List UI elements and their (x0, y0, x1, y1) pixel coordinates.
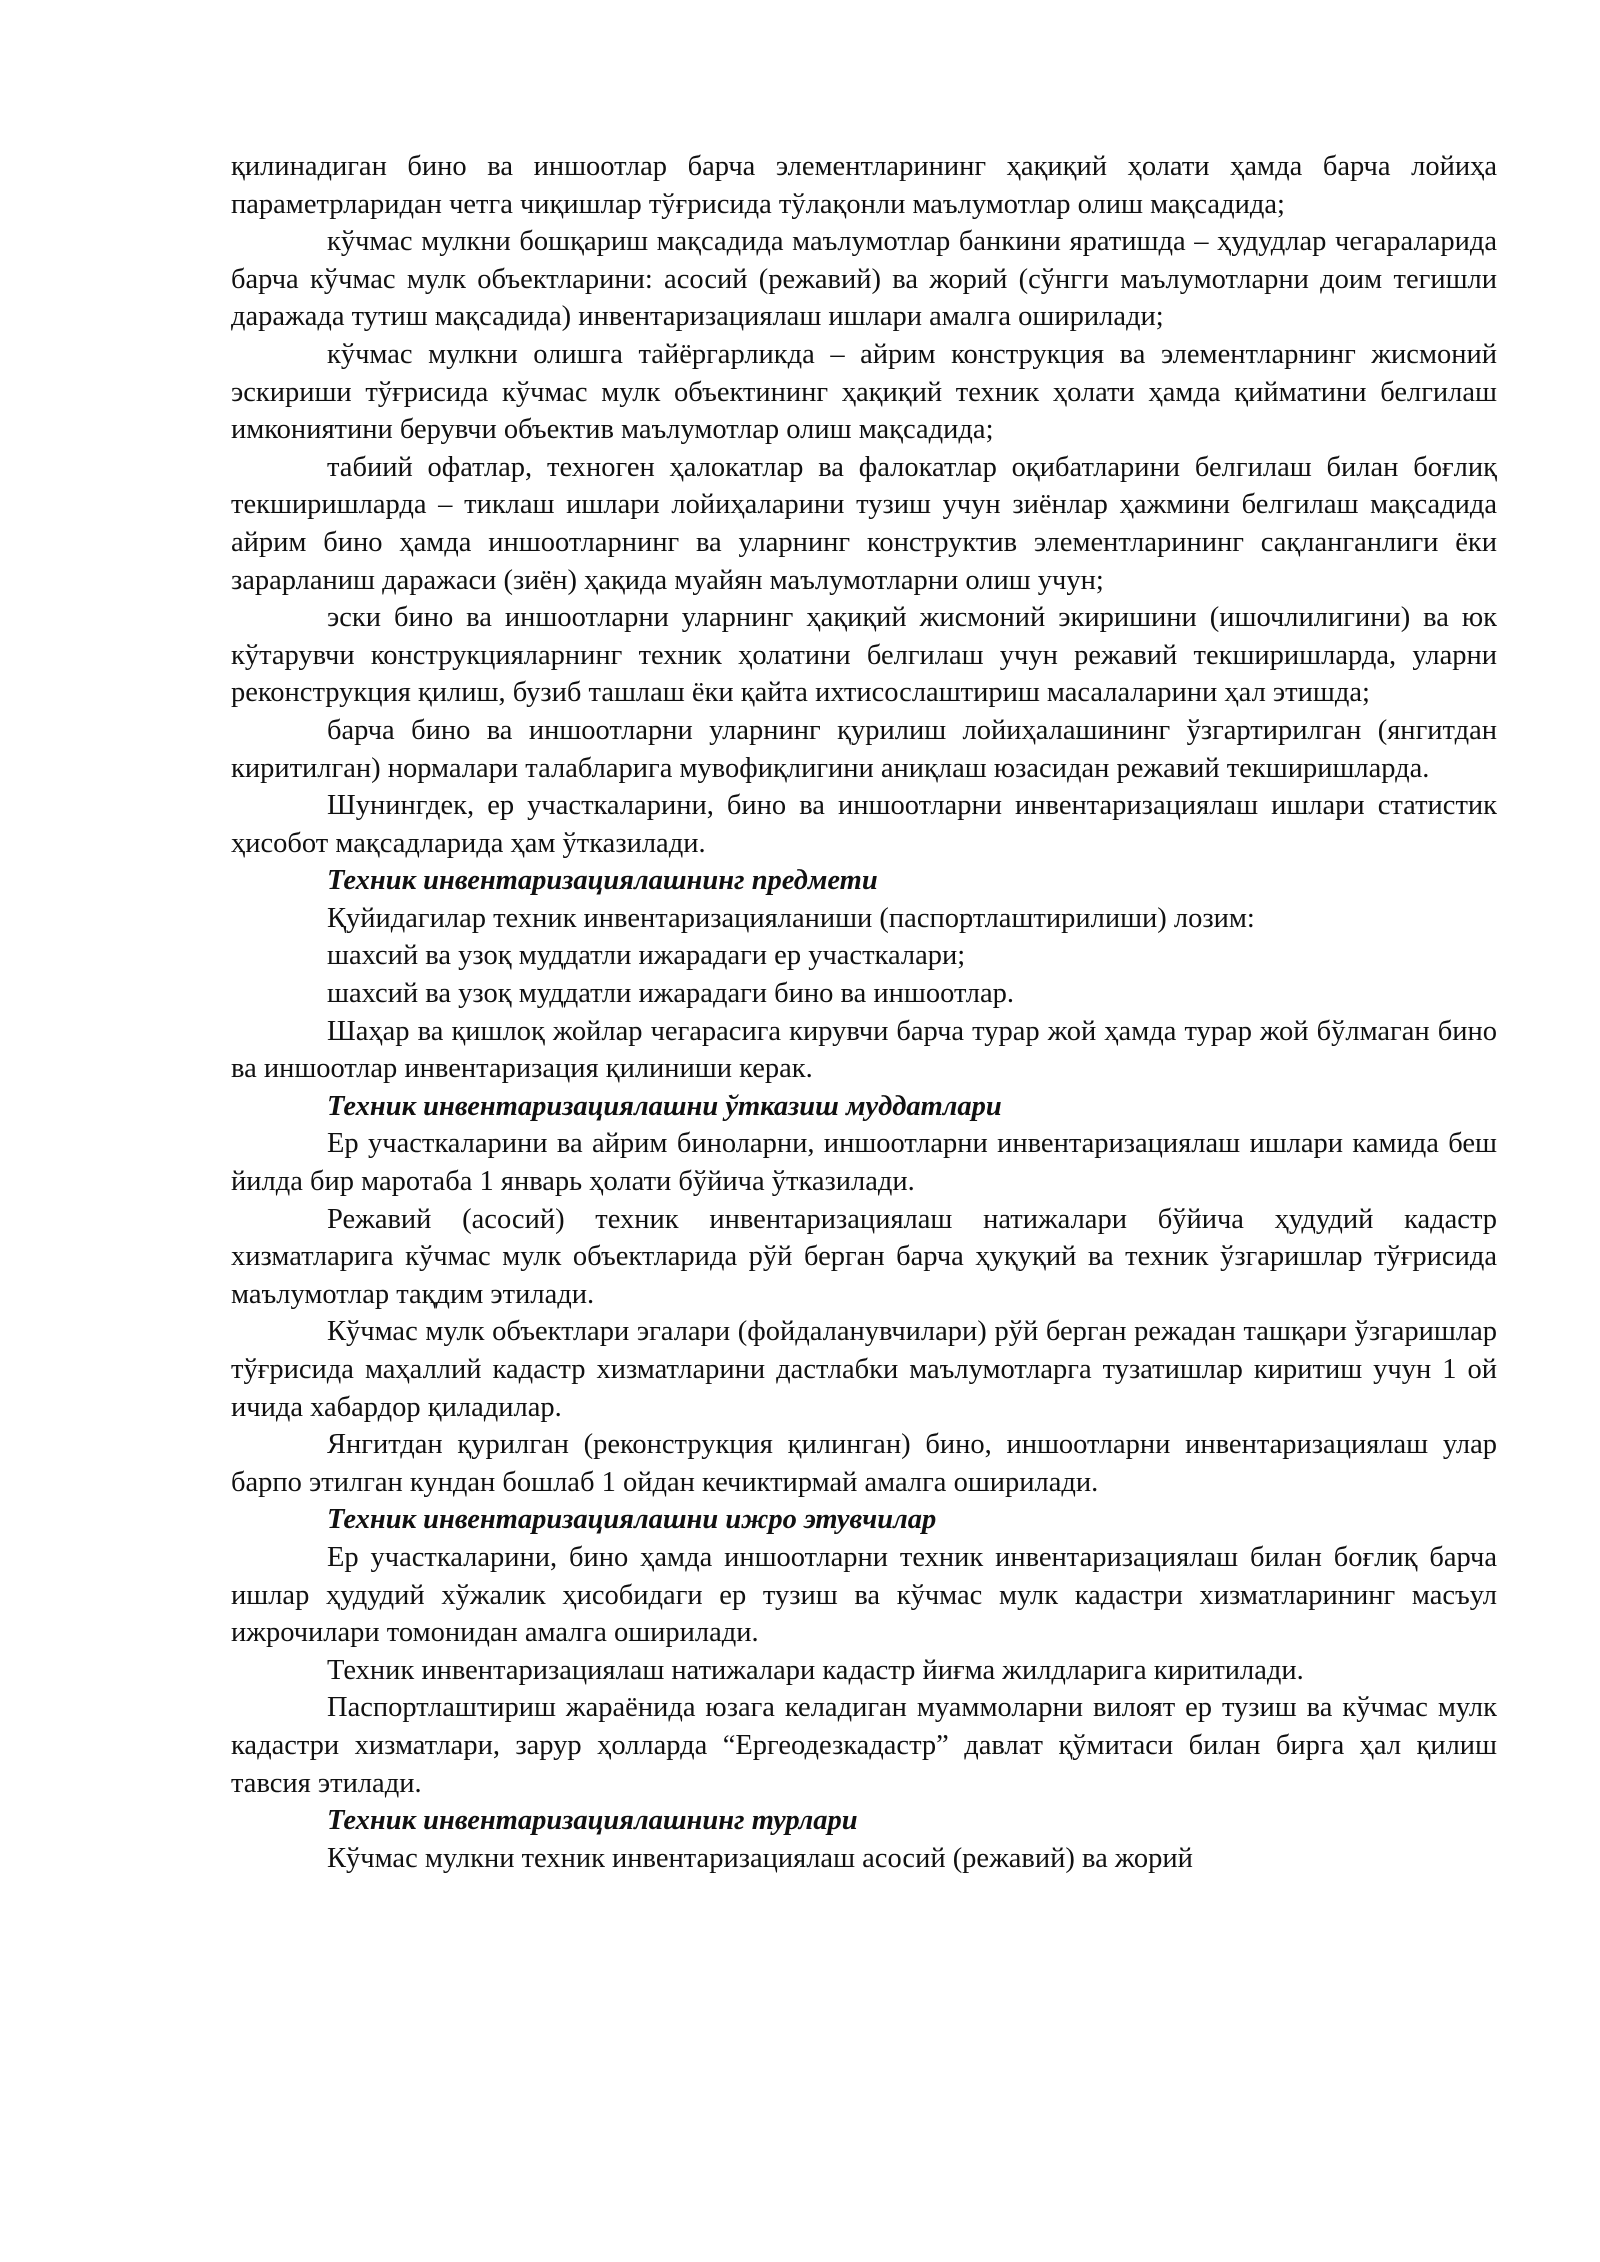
paragraph-owners-notify: Кўчмас мулк объектлари эгалари (фойдаланувчилари) рўй берган режадан ташқари ўзгаришлар тўғрисида маҳаллий кадастр хизматларини дастлабки маълумотларга тузатишлар киритиш учун 1 ой ичида хабардор қиладилар. (231, 1316, 1497, 1423)
list-item-land-plots: шахсий ва узоқ муддатли ижарадаги ер участкалари; (327, 940, 966, 972)
paragraph-data-bank: кўчмас мулкни бошқариш мақсадида маълумотлар банкини яратишда – ҳудудлар чегараларида барча кўчмас мулк объектларини: асосий (режавий) ва жорий (сўнгги маълумотларни доим тегишли даражада тутиш мақсадида) инвентаризациялаш ишлари амалга оширилади; (231, 226, 1497, 333)
document-page (231, 148, 1497, 1877)
paragraph-city-village: Шаҳар ва қишлоқ жойлар чегарасига кирувчи барча турар жой ҳамда турар жой бўлмаган бино ва иншоотлар инвентаризация қилиниши керак. (231, 1015, 1497, 1085)
list-item-buildings: шахсий ва узоқ муддатли ижарадаги бино ва иншоотлар. (327, 978, 1014, 1010)
paragraph-cadastre-folders: Техник инвентаризациялаш натижалари кадастр йиғма жилдларига киритилади. (327, 1654, 1304, 1686)
paragraph-norms-compliance: барча бино ва иншоотларни уларнинг қурилиш лойиҳалашининг ўзгартирилган (янгитдан киритилган) нормалари талабларига мувофиқлигини аниқлаш юзасидан режавий текширишларда. (231, 714, 1497, 784)
paragraph-subject-intro: Қуйидагилар техник инвентаризацияланиши (паспортлаштирилиши) лозим: (327, 902, 1255, 934)
paragraph-planned-results: Режавий (асосий) техник инвентаризациялаш натижалари бўйича ҳудудий кадастр хизматларига кўчмас мулк объектларида рўй берган барча ҳуқуқий ва техник ўзгаришлар тўғрисида маълумотлар тақдим этилади. (231, 1203, 1497, 1310)
heading-types: Техник инвентаризациялашнинг турлари (327, 1805, 858, 1837)
paragraph-old-buildings: эски бино ва иншоотларни уларнинг ҳақиқий жисмоний экиришини (ишочлилигини) ва юк кўтарувчи конструкцияларнинг техник ҳолатини белгилаш учун режавий текширишларда, уларни реконструкция қилиш, бузиб ташлаш ёки қайта ихтисослаштириш масалаларини ҳал этишда; (231, 602, 1497, 709)
paragraph-five-years: Ер участкаларини ва айрим биноларни, иншоотларни инвентаризациялаш ишлари камида беш йилда бир маротаба 1 январь ҳолати бўйича ўтказилади. (231, 1128, 1497, 1198)
heading-subject: Техник инвентаризациялашнинг предмети (327, 865, 878, 897)
paragraph-continuation: қилинадиган бино ва иншоотлар барча элементларининг ҳақиқий ҳолати ҳамда барча лойиҳа параметрларидан четга чиқишлар тўғрисида тўлақонли маълумотлар олиш мақсадида; (231, 151, 1497, 220)
heading-executors: Техник инвентаризациялашни ижро этувчилар (327, 1504, 937, 1536)
paragraph-acquisition: кўчмас мулкни олишга тайёргарликда – айрим конструкция ва элементларнинг жисмоний эскириши тўғрисида кўчмас мулк объектининг ҳақиқий техник ҳолати ҳамда қийматини белгилаш имкониятини берувчи объектив маълумотлар олиш мақсадида; (231, 338, 1497, 446)
paragraph-executors: Ер участкаларини, бино ҳамда иншоотларни техник инвентаризациялаш билан боғлиқ барча ишлар ҳудудий хўжалик ҳисобидаги ер тузиш ва кўчмас мулк кадастри хизматларининг масъул ижрочилари томонидан амалга оширилади. (231, 1541, 1497, 1649)
paragraph-new-buildings: Янгитдан қурилган (реконструкция қилинган) бино, иншоотларни инвентаризациялаш улар барпо этилган кундан бошлаб 1 ойдан кечиктирмай амалга оширилади. (231, 1429, 1497, 1498)
paragraph-passport-problems: Паспортлаштириш жараёнида юзага келадиган муаммоларни вилоят ер тузиш ва кўчмас мулк кадастри хизматлари, зарур ҳолларда “Ергеодезкадастр” давлат қўмитаси билан бирга ҳал қилиш тавсия этилади. (231, 1692, 1497, 1799)
paragraph-statistics: Шунингдек, ер участкаларини, бино ва иншоотларни инвентаризациялаш ишлари статистик ҳисобот мақсадларида ҳам ўтказилади. (231, 790, 1497, 859)
paragraph-disasters: табиий офатлар, техноген ҳалокатлар ва фалокатлар оқибатларини белгилаш билан боғлиқ текширишларда – тиклаш ишлари лойиҳаларини тузиш учун зиёнлар ҳажмини белгилаш мақсадида айрим бино ҳамда иншоотларнинг ва уларнинг конструктив элементларининг сақланганлиги ёки зарарланиш даражаси (зиён) ҳақида муайян маълумотларни олиш учун; (231, 451, 1497, 596)
heading-deadlines: Техник инвентаризациялашни ўтказиш муддатлари (327, 1090, 1002, 1122)
paragraph-types: Кўчмас мулкни техник инвентаризациялаш асосий (режавий) ва жорий (327, 1842, 1193, 1874)
